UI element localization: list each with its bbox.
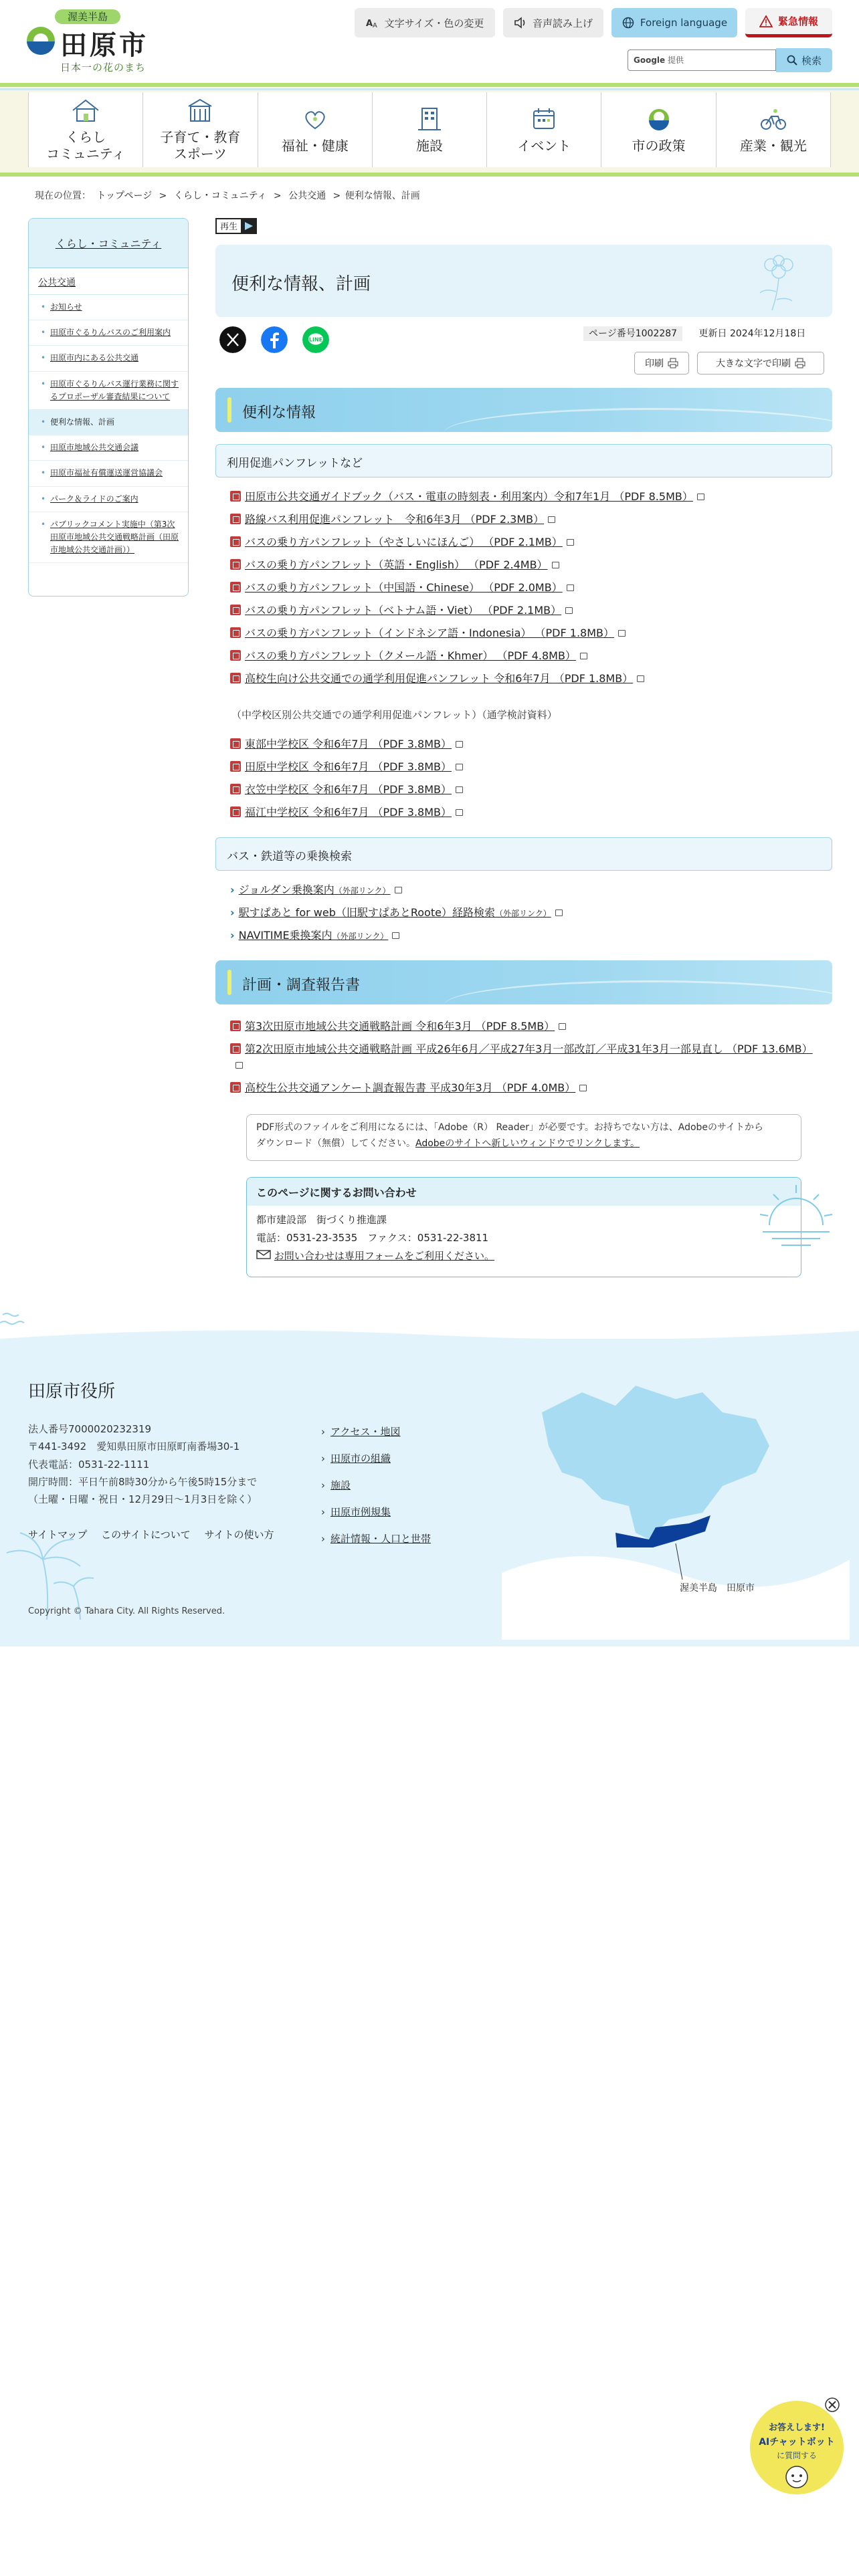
sidebar-item[interactable]: • パブリックコメント実施中（第3次田原市地域公共交通戦略計画（田原市地域公共交通計画）） <box>29 512 188 564</box>
logo-tagline: 渥美半島 <box>55 9 120 24</box>
new-window-icon <box>548 516 555 523</box>
sidebar-subheading[interactable]: 公共交通 <box>29 268 188 295</box>
contact-department: 都市建設部 街づくり推進課 <box>256 1214 387 1226</box>
pdf-icon <box>230 673 241 683</box>
nav-label: コミュニティ <box>46 146 126 162</box>
pdf-link-text: 高校生向け公共交通での通学利用促進パンフレット 令和6年7月 （PDF 1.8MB） <box>245 672 634 685</box>
breadcrumb-prefix: 現在の位置： <box>35 191 91 201</box>
contact-form-link[interactable]: お問い合わせは専用フォームをご利用ください。 <box>274 1250 495 1262</box>
sidebar-item[interactable]: • 田原市地域公共交通会議 <box>29 435 188 461</box>
pdf-link[interactable] <box>230 511 555 526</box>
pdf-icon <box>230 784 241 794</box>
footer-nav-link[interactable]: › 施設 <box>321 1478 351 1492</box>
foreign-language-label: Foreign language <box>640 17 728 29</box>
breadcrumb-sep: > <box>273 191 282 201</box>
pdf-link[interactable] <box>230 804 463 819</box>
sidebar-item[interactable]: • 田原市福祉有償運送運営協議会 <box>29 461 188 486</box>
sidebar-item[interactable]: • 田原市ぐるりんバスのご利用案内 <box>29 320 188 346</box>
pdf-icon <box>230 559 241 570</box>
pdf-link-text: 衣笠中学校区 令和6年7月 （PDF 3.8MB） <box>245 783 452 796</box>
pdf-link-text: 高校生公共交通アンケート調査報告書 平成30年3月 （PDF 4.0MB） <box>245 1081 576 1094</box>
pdf-link-text: 田原市公共交通ガイドブック（バス・電車の時刻表・利用案内）令和7年1月 （PDF 8.5MB） <box>245 490 693 503</box>
print-button[interactable] <box>634 352 689 374</box>
subsection-heading: バス・鉄道等の乗換検索 <box>215 837 832 871</box>
pdf-link[interactable] <box>230 1079 587 1095</box>
pdf-link[interactable] <box>230 781 463 796</box>
ai-chatbot-button[interactable] <box>747 2395 847 2496</box>
new-window-icon <box>637 675 644 682</box>
globe-icon <box>622 17 635 29</box>
new-window-icon <box>567 539 574 546</box>
nav-label: 子育て・教育 <box>160 129 241 145</box>
pdf-note-line: ダウンロード（無償）してください。 <box>256 1138 415 1149</box>
nav-label: スポーツ <box>173 146 227 162</box>
sun-decoration-icon <box>749 1172 843 1265</box>
map-label: 渥美半島 田原市 <box>680 1583 755 1594</box>
section-heading <box>215 388 832 432</box>
pdf-link-text: 福江中学校区 令和6年7月 （PDF 3.8MB） <box>245 806 452 819</box>
corporate-number: 法人番号7000020232319 <box>28 1423 152 1435</box>
audio-play-button[interactable] <box>215 218 257 234</box>
pdf-link-text: バスの乗り方パンフレット（クメール語・Khmer） （PDF 4.8MB） <box>245 649 576 662</box>
external-link-note: （外部リンク） <box>494 909 551 918</box>
new-window-icon <box>456 764 463 770</box>
external-link-text: NAVITIME乗換案内 <box>238 929 332 942</box>
office-hours: 開庁時間：平日午前8時30分から午後5時15分まで <box>28 1475 258 1488</box>
footer-nav-link[interactable]: › アクセス・地図 <box>321 1424 401 1438</box>
external-link-text: 駅すぱあと for web（旧駅すぱあとRoote）経路検索 <box>238 906 495 919</box>
page-title-box <box>215 245 832 317</box>
footer-info <box>28 1420 257 1508</box>
section-heading <box>215 960 832 1004</box>
footer-nav-link[interactable]: › 田原市の組織 <box>321 1451 391 1465</box>
sidebar-item-current[interactable]: • 便利な情報、計画 <box>29 410 188 435</box>
new-window-icon <box>456 741 463 748</box>
speaker-icon <box>514 17 527 29</box>
new-window-icon <box>456 809 463 816</box>
flower-decoration-icon <box>739 251 812 312</box>
search-placeholder: 提供 <box>668 56 684 65</box>
breadcrumb <box>35 189 420 202</box>
nav-label: 市の政策 <box>632 137 686 154</box>
pdf-icon <box>230 491 241 502</box>
aichi-map-icon <box>502 1372 850 1640</box>
pdf-link-text: 田原中学校区 令和6年7月 （PDF 3.8MB） <box>245 760 452 773</box>
sidebar-list <box>29 295 188 563</box>
pdf-link-text: 第3次田原市地域公共交通戦略計画 令和6年3月 （PDF 8.5MB） <box>245 1020 555 1033</box>
external-link-note: （外部リンク） <box>332 932 389 941</box>
breadcrumb-link[interactable]: くらし・コミュニティ <box>173 191 267 201</box>
welfare-icon <box>300 106 330 132</box>
site-logo[interactable] <box>25 9 159 76</box>
contact-box <box>246 1177 801 1277</box>
x-share-icon[interactable] <box>219 326 246 353</box>
svg-text:A: A <box>365 19 373 29</box>
pdf-link-text: 路線バス利用促進パンフレット 令和6年3月 （PDF 2.3MB） <box>245 513 545 526</box>
about-site-link[interactable]: このサイトについて <box>101 1529 191 1541</box>
site-footer <box>0 1339 859 1646</box>
external-link[interactable] <box>230 927 399 942</box>
page-number: ページ番号1002287 <box>583 326 682 341</box>
footer-title: 田原市役所 <box>28 1382 116 1402</box>
footer-nav-link[interactable]: › 田原市例規集 <box>321 1505 391 1519</box>
breadcrumb-sep: > <box>332 191 341 201</box>
nav-industry-tourism[interactable] <box>716 92 831 167</box>
pdf-link[interactable] <box>230 758 463 774</box>
footer-nav-link[interactable]: › 統計情報・人口と世帯 <box>321 1531 431 1545</box>
pdf-link-text: 第2次田原市地域公共交通戦略計画 平成26年6月／平成27年3月一部改訂／平成31年3月一部見直し （PDF 13.6MB） <box>245 1043 813 1055</box>
footer-phone: 代表電話：0531-22-1111 <box>28 1458 150 1471</box>
new-window-icon <box>392 932 399 939</box>
new-window-icon <box>552 562 559 568</box>
page-meta <box>583 326 805 340</box>
pdf-link[interactable] <box>230 579 574 595</box>
city-emblem-icon <box>27 27 55 55</box>
audio-play-label: 再生 <box>219 222 238 232</box>
mail-icon <box>256 1250 271 1259</box>
svg-text:A: A <box>372 22 377 29</box>
chevron-right-icon: › <box>230 906 235 919</box>
footer-address: 〒441-3492 愛知県田原市田原町南番場30-1 <box>28 1440 240 1453</box>
read-aloud-label: 音声読み上げ <box>532 17 593 29</box>
pdf-icon <box>230 807 241 817</box>
pdf-link-text: バスの乗り方パンフレット（ベトナム語・Viet） （PDF 2.1MB） <box>245 604 562 617</box>
print-large-button[interactable] <box>697 352 824 374</box>
foreign-language-button[interactable] <box>611 8 737 37</box>
cyclist-icon <box>758 106 789 132</box>
facebook-share-icon[interactable] <box>261 326 288 353</box>
section-heading-text: 計画・調査報告書 <box>242 977 361 994</box>
copyright: Copyright © Tahara City. All Rights Reserved. <box>28 1606 225 1616</box>
global-nav <box>28 92 831 167</box>
external-link[interactable] <box>230 881 402 897</box>
pdf-icon <box>230 627 241 638</box>
breadcrumb-sep: > <box>159 191 167 201</box>
breadcrumb-current: 便利な情報、計画 <box>345 191 420 201</box>
pdf-icon <box>230 1021 241 1031</box>
chevron-right-icon: › <box>230 929 235 942</box>
nav-city-policy[interactable] <box>601 92 715 167</box>
external-link-text: ジョルダン乗換案内 <box>238 883 335 896</box>
nav-living-community[interactable] <box>28 92 142 167</box>
pdf-icon <box>230 536 241 547</box>
pdf-icon <box>230 738 241 749</box>
city-emblem-icon <box>644 106 674 132</box>
house-icon <box>70 97 101 124</box>
pdf-link[interactable] <box>230 1041 813 1056</box>
contact-phone: 電話：0531-23-3535 ファクス：0531-22-3811 <box>256 1232 489 1244</box>
sidebar-heading[interactable]: くらし・コミュニティ <box>29 219 188 268</box>
search-button-label: 検索 <box>801 54 822 67</box>
svg-text:LINE: LINE <box>308 336 323 343</box>
pdf-link-text: 東部中学校区 令和6年7月 （PDF 3.8MB） <box>245 738 452 750</box>
pdf-link[interactable] <box>230 602 573 617</box>
ai-bot-label: お答えします! <box>769 2423 825 2433</box>
pdf-icon <box>230 514 241 524</box>
ai-bot-label: AIチャットボット <box>759 2437 835 2448</box>
emergency-info-button[interactable] <box>745 8 832 37</box>
external-link[interactable] <box>230 904 563 920</box>
pdf-link-text: バスの乗り方パンフレット（インドネシア語・Indonesia） （PDF 1.8MB） <box>245 627 614 639</box>
nav-label: 施設 <box>415 137 443 154</box>
adobe-link[interactable]: Adobeのサイトへ新しいウィンドウでリンクします。 <box>415 1138 640 1149</box>
search-brand: Google <box>634 56 666 65</box>
new-window-icon <box>580 653 587 659</box>
pdf-link[interactable] <box>230 670 644 685</box>
pdf-link-text: バスの乗り方パンフレット（中国語・Chinese） （PDF 2.0MB） <box>245 581 563 594</box>
sidebar-item[interactable]: • お知らせ <box>29 295 188 320</box>
sidebar-item[interactable]: • パーク＆ライドのご案内 <box>29 487 188 512</box>
new-window-icon <box>235 1062 243 1069</box>
calendar-icon <box>529 106 559 132</box>
palm-tree-decoration-icon <box>0 1513 107 1620</box>
pdf-link[interactable] <box>230 556 559 572</box>
text-size-label: 文字サイズ・色の変更 <box>384 17 484 29</box>
search-input[interactable] <box>628 49 776 71</box>
subsection-heading: 利用促進パンフレットなど <box>215 444 832 477</box>
pdf-link[interactable] <box>230 488 704 504</box>
new-window-icon <box>579 1085 587 1091</box>
site-header <box>0 0 859 87</box>
site-usage-link[interactable]: サイトの使い方 <box>204 1529 274 1541</box>
new-window-icon <box>697 494 704 500</box>
breadcrumb-link[interactable]: 公共交通 <box>288 191 326 201</box>
nav-welfare-health[interactable] <box>258 92 372 167</box>
sidebar-item[interactable]: • 田原市ぐるりんバス運行業務に関するプロポーザル審査結果について <box>29 372 188 410</box>
building-icon <box>414 106 445 132</box>
nav-childcare-education[interactable] <box>142 92 257 167</box>
new-window-icon <box>456 786 463 793</box>
pdf-link[interactable] <box>230 647 587 663</box>
page-title: 便利な情報、計画 <box>231 274 371 294</box>
external-link-note: （外部リンク） <box>334 886 391 895</box>
pdf-link[interactable] <box>230 736 463 751</box>
print-label: 印刷 <box>645 358 664 369</box>
printer-icon <box>795 358 805 368</box>
pdf-link[interactable] <box>230 625 626 640</box>
pdf-note-line: PDF形式のファイルをご利用になるには、「Adobe（R） Reader」が必要です。お持ちでない方は、Adobeのサイトから <box>256 1122 764 1133</box>
pdf-link[interactable] <box>230 534 574 549</box>
pdf-link[interactable] <box>230 1018 566 1033</box>
print-large-label: 大きな文字で印刷 <box>716 358 791 369</box>
sidebar <box>28 218 189 597</box>
line-share-icon[interactable] <box>302 326 329 353</box>
pdf-icon <box>230 1043 241 1054</box>
school-icon <box>185 97 215 124</box>
pdf-icon <box>230 761 241 772</box>
ai-bot-label: に質問する <box>776 2451 818 2460</box>
office-hours-note: （土曜・日曜・祝日・12月29日～1月3日を除く） <box>28 1493 258 1505</box>
breadcrumb-link[interactable]: トップページ <box>96 191 153 201</box>
text-size-button[interactable] <box>355 8 495 37</box>
warning-icon <box>759 15 773 27</box>
new-window-icon <box>559 1023 566 1030</box>
pdf-icon <box>230 605 241 615</box>
new-window-icon <box>555 909 563 916</box>
printer-icon <box>668 358 678 368</box>
school-note: （中学校区別公共交通での通学利用促進パンフレット）（通学検討資料） <box>231 709 557 721</box>
pdf-link-text: バスの乗り方パンフレット（やさしいにほんご） （PDF 2.1MB） <box>245 536 563 548</box>
read-aloud-button[interactable] <box>503 8 603 37</box>
contact-heading: このページに関するお問い合わせ <box>247 1178 801 1206</box>
search-button[interactable] <box>776 48 832 72</box>
text-size-icon <box>366 17 379 29</box>
nav-label: イベント <box>517 137 571 154</box>
pdf-icon <box>230 650 241 661</box>
pdf-icon <box>230 1082 241 1093</box>
nav-label: くらし <box>66 129 106 145</box>
logo-city-name: 田原市 <box>60 29 149 61</box>
section-heading-text: 便利な情報 <box>242 405 316 421</box>
nav-label: 福祉・健康 <box>281 137 349 154</box>
new-window-icon <box>618 630 626 637</box>
logo-subtitle: 日本一の花のまち <box>60 62 147 74</box>
new-window-icon <box>567 584 574 591</box>
search-icon <box>787 55 797 66</box>
emergency-info-label: 緊急情報 <box>777 15 818 27</box>
updated-date: 更新日 2024年12月18日 <box>698 328 806 339</box>
nav-label: 産業・観光 <box>739 137 807 154</box>
nav-facilities[interactable] <box>372 92 486 167</box>
new-window-icon <box>395 887 402 893</box>
new-window-icon <box>565 607 573 614</box>
pdf-reader-note <box>246 1114 801 1161</box>
pdf-link-text: バスの乗り方パンフレット（英語・English） （PDF 2.4MB） <box>245 558 548 571</box>
nav-events[interactable] <box>486 92 601 167</box>
sidebar-item[interactable]: • 田原市内にある公共交通 <box>29 346 188 371</box>
chevron-right-icon: › <box>230 883 235 896</box>
sitemap-link[interactable]: サイトマップ <box>28 1529 88 1541</box>
pdf-icon <box>230 582 241 593</box>
